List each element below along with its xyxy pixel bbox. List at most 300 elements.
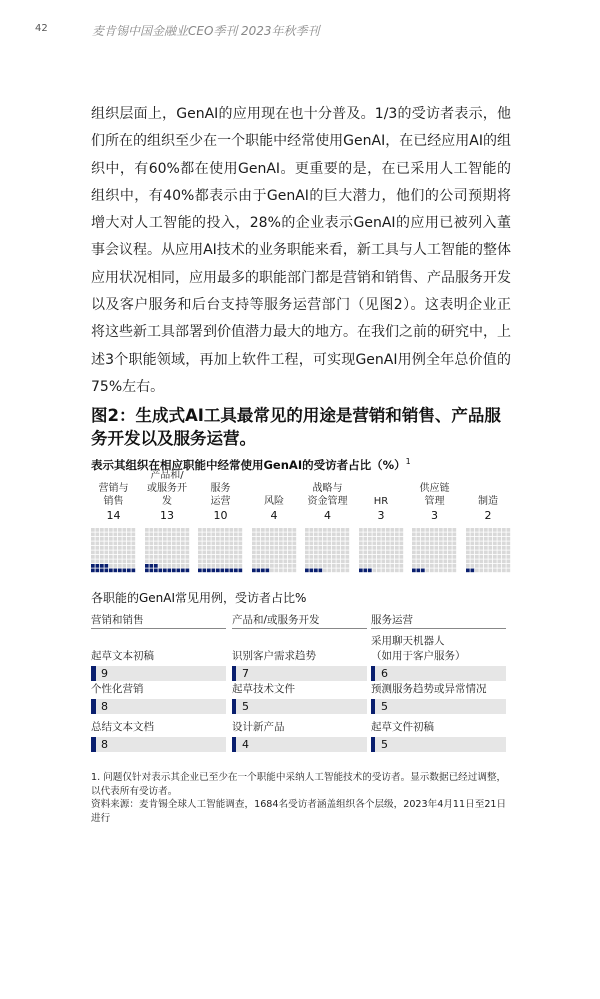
waffle-cell-empty	[274, 542, 278, 546]
waffle-cell-empty	[274, 569, 278, 573]
waffle-cell-empty	[127, 551, 131, 555]
function-category	[412, 478, 457, 522]
waffle-cell-empty	[359, 528, 363, 532]
page-header	[0, 20, 600, 40]
category-label: 战略与 资金管理	[307, 483, 348, 507]
use-case-label: 采用聊天机器人 （如用于客户服务）	[371, 635, 466, 662]
waffle-cell-empty	[328, 560, 332, 564]
waffle-cell-empty	[185, 546, 189, 550]
waffle-cell-empty	[167, 537, 171, 541]
waffle-cell-empty	[372, 537, 376, 541]
category-label: 营销与 销售	[98, 483, 129, 507]
waffle-cell-empty	[363, 564, 367, 568]
waffle-cell-empty	[176, 555, 180, 559]
waffle-cell-filled	[132, 569, 136, 573]
waffle-cell-empty	[212, 551, 216, 555]
waffle-cell-empty	[114, 564, 118, 568]
waffle-cell-empty	[288, 542, 292, 546]
waffle-cell-empty	[386, 551, 390, 555]
waffle-cell-empty	[368, 528, 372, 532]
waffle-cell-empty	[181, 551, 185, 555]
waffle-cell-empty	[221, 551, 225, 555]
waffle-cell-filled	[172, 569, 176, 573]
waffle-cell-empty	[435, 564, 439, 568]
waffle-cell-empty	[399, 546, 403, 550]
waffle-cell-empty	[359, 551, 363, 555]
waffle-cell-empty	[502, 537, 506, 541]
waffle-cell-empty	[207, 564, 211, 568]
waffle-cell-empty	[172, 555, 176, 559]
waffle-cell-empty	[368, 564, 372, 568]
waffle-cell-empty	[145, 560, 149, 564]
waffle-cell-empty	[109, 546, 113, 550]
waffle-cell-empty	[167, 555, 171, 559]
function-category	[252, 478, 297, 522]
waffle-cell-empty	[421, 560, 425, 564]
source-note: 资料来源：麦肯锡全球人工智能调查，1684名受访者涵盖组织各个层级，2023年4月11日至21日进行	[91, 799, 507, 824]
waffle-cell-empty	[399, 560, 403, 564]
waffle-cell-empty	[207, 551, 211, 555]
waffle-cell-empty	[444, 564, 448, 568]
waffle-cell-empty	[310, 564, 314, 568]
waffle-cell-empty	[386, 537, 390, 541]
use-case-bar-fill	[371, 699, 375, 714]
waffle-cell-empty	[417, 537, 421, 541]
waffle-cell-empty	[270, 555, 274, 559]
waffle-cell-empty	[346, 555, 350, 559]
waffle-cell-empty	[412, 533, 416, 537]
waffle-cell-empty	[417, 533, 421, 537]
waffle-cell-empty	[466, 564, 470, 568]
waffle-cell-empty	[109, 542, 113, 546]
waffle-cell-filled	[265, 569, 269, 573]
waffle-cell-empty	[270, 542, 274, 546]
waffle-cell-empty	[234, 528, 238, 532]
waffle-cell-empty	[439, 542, 443, 546]
waffle-cell-empty	[466, 533, 470, 537]
waffle-cell-filled	[368, 569, 372, 573]
waffle-cell-empty	[323, 528, 327, 532]
use-case-group-heading: 营销和销售	[91, 614, 144, 626]
waffle-cell-empty	[279, 555, 283, 559]
waffle-cell-empty	[118, 560, 122, 564]
issue-label: 2023年秋季刊	[241, 24, 320, 38]
use-case-bar-fill	[91, 737, 96, 752]
use-case-bar	[91, 737, 226, 752]
waffle-cell-empty	[421, 533, 425, 537]
waffle-cell-empty	[337, 569, 341, 573]
waffle-cell-filled	[421, 569, 425, 573]
waffle-grid	[252, 528, 297, 573]
page-number: 42	[35, 23, 48, 34]
waffle-cell-empty	[332, 555, 336, 559]
waffle-grid	[145, 528, 190, 573]
waffle-cell-empty	[346, 546, 350, 550]
waffle-cell-empty	[274, 537, 278, 541]
use-case-item	[91, 649, 226, 681]
waffle-cell-empty	[386, 533, 390, 537]
category-label: 产品和/ 或服务开发	[147, 470, 187, 507]
waffle-cell-empty	[377, 551, 381, 555]
waffle-cell-empty	[270, 551, 274, 555]
waffle-cell-empty	[91, 533, 95, 537]
waffle-cell-empty	[239, 528, 243, 532]
waffle-cell-empty	[292, 533, 296, 537]
waffle-cell-empty	[221, 560, 225, 564]
waffle-cell-filled	[470, 569, 474, 573]
waffle-cell-empty	[435, 528, 439, 532]
waffle-cell-empty	[479, 537, 483, 541]
waffle-cell-empty	[363, 542, 367, 546]
waffle-cell-empty	[341, 555, 345, 559]
waffle-cell-filled	[158, 569, 162, 573]
group-divider	[371, 628, 506, 629]
waffle-cell-empty	[96, 533, 100, 537]
waffle-cell-filled	[417, 569, 421, 573]
waffle-cell-empty	[292, 551, 296, 555]
waffle-cell-empty	[176, 560, 180, 564]
waffle-cell-empty	[359, 533, 363, 537]
waffle-cell-empty	[368, 542, 372, 546]
waffle-cell-empty	[328, 564, 332, 568]
waffle-cell-empty	[91, 560, 95, 564]
waffle-cell-empty	[377, 537, 381, 541]
waffle-cell-filled	[114, 569, 118, 573]
waffle-cell-empty	[323, 533, 327, 537]
waffle-cell-empty	[163, 542, 167, 546]
waffle-cell-empty	[181, 546, 185, 550]
waffle-cell-empty	[283, 533, 287, 537]
waffle-cell-empty	[145, 528, 149, 532]
waffle-cell-empty	[96, 542, 100, 546]
waffle-cell-empty	[283, 555, 287, 559]
use-case-bar-fill	[232, 737, 236, 752]
waffle-cell-empty	[216, 528, 220, 532]
waffle-cell-empty	[421, 551, 425, 555]
waffle-svg	[91, 528, 136, 573]
waffle-cell-empty	[283, 528, 287, 532]
waffle-cell-empty	[372, 560, 376, 564]
use-case-value: 8	[101, 700, 108, 713]
waffle-cell-empty	[100, 533, 104, 537]
waffle-cell-empty	[145, 537, 149, 541]
waffle-cell-empty	[279, 542, 283, 546]
waffle-cell-empty	[239, 546, 243, 550]
waffle-cell-empty	[337, 533, 341, 537]
waffle-cell-empty	[127, 542, 131, 546]
waffle-cell-empty	[426, 542, 430, 546]
waffle-cell-empty	[283, 569, 287, 573]
waffle-cell-empty	[261, 533, 265, 537]
waffle-cell-empty	[154, 546, 158, 550]
use-case-value: 4	[242, 738, 249, 751]
waffle-cell-empty	[332, 542, 336, 546]
waffle-cell-empty	[479, 528, 483, 532]
function-category	[466, 478, 511, 522]
waffle-cell-empty	[207, 546, 211, 550]
waffle-cell-empty	[305, 528, 309, 532]
waffle-cell-empty	[207, 528, 211, 532]
waffle-cell-empty	[386, 546, 390, 550]
waffle-cell-empty	[359, 542, 363, 546]
waffle-cell-empty	[105, 542, 109, 546]
waffle-cell-empty	[185, 533, 189, 537]
waffle-cell-empty	[426, 560, 430, 564]
waffle-cell-empty	[359, 546, 363, 550]
waffle-cell-empty	[100, 555, 104, 559]
waffle-cell-empty	[225, 542, 229, 546]
waffle-cell-empty	[305, 546, 309, 550]
waffle-cell-empty	[127, 537, 131, 541]
waffle-cell-empty	[105, 537, 109, 541]
waffle-cell-empty	[323, 564, 327, 568]
waffle-cell-empty	[91, 537, 95, 541]
waffle-cell-empty	[234, 560, 238, 564]
waffle-cell-empty	[323, 569, 327, 573]
waffle-cell-empty	[430, 569, 434, 573]
waffle-cell-empty	[337, 546, 341, 550]
waffle-cell-empty	[279, 533, 283, 537]
waffle-cell-empty	[363, 537, 367, 541]
waffle-cell-empty	[167, 551, 171, 555]
group-divider	[232, 628, 367, 629]
waffle-cell-empty	[123, 528, 127, 532]
waffle-cell-empty	[493, 560, 497, 564]
waffle-cell-empty	[497, 569, 501, 573]
waffle-cell-empty	[377, 546, 381, 550]
waffle-cell-empty	[314, 564, 318, 568]
waffle-cell-filled	[91, 569, 95, 573]
waffle-cell-empty	[372, 528, 376, 532]
waffle-cell-empty	[100, 528, 104, 532]
waffle-cell-empty	[212, 564, 216, 568]
waffle-cell-empty	[279, 537, 283, 541]
waffle-cell-empty	[123, 551, 127, 555]
waffle-cell-empty	[493, 551, 497, 555]
waffle-cell-filled	[185, 569, 189, 573]
waffle-cell-empty	[448, 533, 452, 537]
waffle-cell-empty	[239, 564, 243, 568]
waffle-cell-filled	[234, 569, 238, 573]
waffle-cell-empty	[203, 533, 207, 537]
waffle-cell-empty	[412, 528, 416, 532]
waffle-cell-empty	[395, 551, 399, 555]
waffle-cell-filled	[363, 569, 367, 573]
waffle-cell-empty	[288, 564, 292, 568]
waffle-cell-empty	[341, 528, 345, 532]
waffle-cell-empty	[417, 555, 421, 559]
waffle-cell-empty	[212, 560, 216, 564]
category-value: 4	[324, 509, 331, 522]
waffle-cell-empty	[328, 533, 332, 537]
waffle-cell-empty	[149, 537, 153, 541]
waffle-cell-empty	[167, 533, 171, 537]
waffle-cell-empty	[386, 564, 390, 568]
waffle-cell-empty	[279, 564, 283, 568]
waffle-cell-empty	[212, 533, 216, 537]
waffle-cell-empty	[346, 542, 350, 546]
waffle-cell-empty	[96, 528, 100, 532]
waffle-cell-empty	[372, 564, 376, 568]
waffle-cell-empty	[163, 555, 167, 559]
waffle-cell-empty	[328, 555, 332, 559]
waffle-cell-empty	[488, 528, 492, 532]
waffle-cell-empty	[292, 555, 296, 559]
waffle-cell-empty	[100, 546, 104, 550]
waffle-cell-empty	[185, 564, 189, 568]
waffle-cell-empty	[497, 542, 501, 546]
waffle-cell-empty	[105, 555, 109, 559]
waffle-cell-empty	[114, 560, 118, 564]
waffle-cell-empty	[283, 537, 287, 541]
waffle-cell-empty	[323, 555, 327, 559]
function-category	[91, 478, 136, 522]
waffle-cell-empty	[386, 560, 390, 564]
waffle-cell-empty	[118, 555, 122, 559]
waffle-cell-empty	[377, 555, 381, 559]
use-case-bar	[91, 699, 226, 714]
waffle-cell-empty	[430, 551, 434, 555]
waffle-cell-empty	[114, 533, 118, 537]
waffle-cell-empty	[493, 555, 497, 559]
figure-title: 图2：生成式AI工具最常见的用途是营销和销售、产品服务开发以及服务运营。	[91, 406, 501, 448]
waffle-cell-empty	[323, 537, 327, 541]
waffle-cell-empty	[332, 528, 336, 532]
waffle-cell-empty	[292, 569, 296, 573]
waffle-cell-empty	[479, 555, 483, 559]
waffle-cell-empty	[341, 564, 345, 568]
waffle-cell-empty	[239, 533, 243, 537]
waffle-cell-empty	[417, 564, 421, 568]
waffle-cell-empty	[448, 551, 452, 555]
waffle-cell-empty	[265, 555, 269, 559]
waffle-cell-empty	[444, 528, 448, 532]
use-case-bar-fill	[232, 666, 236, 681]
waffle-cell-empty	[185, 537, 189, 541]
waffle-cell-empty	[181, 555, 185, 559]
waffle-cell-empty	[493, 542, 497, 546]
waffle-cell-empty	[225, 551, 229, 555]
waffle-cell-empty	[430, 555, 434, 559]
waffle-cell-empty	[221, 555, 225, 559]
waffle-cell-empty	[484, 569, 488, 573]
waffle-cell-empty	[466, 537, 470, 541]
waffle-cell-empty	[274, 533, 278, 537]
waffle-cell-empty	[475, 537, 479, 541]
waffle-cell-empty	[399, 555, 403, 559]
use-case-bar	[371, 737, 506, 752]
waffle-cell-empty	[332, 564, 336, 568]
waffle-cell-empty	[181, 560, 185, 564]
waffle-cell-empty	[216, 546, 220, 550]
function-category	[305, 478, 350, 522]
waffle-cell-empty	[118, 546, 122, 550]
waffle-cell-empty	[386, 555, 390, 559]
waffle-cell-empty	[310, 528, 314, 532]
waffle-cell-empty	[377, 569, 381, 573]
waffle-cell-empty	[448, 537, 452, 541]
waffle-cell-empty	[176, 528, 180, 532]
waffle-cell-empty	[319, 551, 323, 555]
waffle-cell-empty	[368, 533, 372, 537]
waffle-cell-empty	[132, 528, 136, 532]
waffle-cell-filled	[91, 564, 95, 568]
waffle-cell-empty	[132, 542, 136, 546]
waffle-cell-empty	[381, 546, 385, 550]
waffle-cell-empty	[256, 546, 260, 550]
figure-subtitle-text: 表示其组织在相应职能中经常使用GenAI的受访者占比（%）	[91, 458, 406, 472]
use-case-label: 预测服务趋势或异常情况	[371, 683, 487, 695]
waffle-cell-empty	[91, 551, 95, 555]
waffle-cell-empty	[252, 528, 256, 532]
waffle-svg	[305, 528, 350, 573]
use-case-value: 8	[101, 738, 108, 751]
waffle-cell-empty	[270, 533, 274, 537]
use-case-label: 总结文本文档	[91, 721, 154, 733]
waffle-cell-empty	[337, 555, 341, 559]
waffle-cell-empty	[114, 528, 118, 532]
waffle-cell-empty	[230, 555, 234, 559]
waffle-cell-empty	[109, 528, 113, 532]
waffle-cell-empty	[506, 569, 510, 573]
waffle-cell-empty	[123, 533, 127, 537]
waffle-cell-empty	[395, 560, 399, 564]
waffle-cell-empty	[332, 546, 336, 550]
waffle-cell-empty	[417, 542, 421, 546]
waffle-cell-empty	[363, 560, 367, 564]
waffle-cell-empty	[337, 528, 341, 532]
waffle-cell-empty	[390, 564, 394, 568]
waffle-cell-empty	[488, 551, 492, 555]
waffle-cell-empty	[337, 542, 341, 546]
waffle-cell-empty	[123, 555, 127, 559]
waffle-cell-empty	[502, 560, 506, 564]
waffle-svg	[198, 528, 243, 573]
waffle-cell-empty	[96, 560, 100, 564]
waffle-cell-empty	[163, 537, 167, 541]
waffle-cell-empty	[368, 546, 372, 550]
waffle-cell-empty	[185, 551, 189, 555]
waffle-cell-filled	[412, 569, 416, 573]
waffle-cell-empty	[470, 546, 474, 550]
waffle-cell-empty	[493, 537, 497, 541]
waffle-cell-empty	[479, 546, 483, 550]
waffle-cell-empty	[430, 546, 434, 550]
waffle-cell-empty	[109, 533, 113, 537]
waffle-cell-empty	[105, 528, 109, 532]
waffle-cell-empty	[332, 569, 336, 573]
waffle-cell-empty	[256, 564, 260, 568]
waffle-cell-empty	[475, 542, 479, 546]
use-case-bar-fill	[91, 699, 96, 714]
waffle-cell-filled	[96, 569, 100, 573]
waffle-cell-empty	[444, 537, 448, 541]
waffle-cell-empty	[270, 528, 274, 532]
waffle-cell-empty	[412, 546, 416, 550]
waffle-cell-empty	[100, 542, 104, 546]
category-value: 10	[213, 509, 228, 522]
waffle-cell-empty	[502, 569, 506, 573]
use-case-group-heading: 产品和/或服务开发	[232, 614, 320, 626]
waffle-cell-empty	[497, 528, 501, 532]
waffle-cell-empty	[305, 560, 309, 564]
waffle-cell-filled	[230, 569, 234, 573]
waffle-cell-empty	[488, 542, 492, 546]
waffle-cell-empty	[118, 542, 122, 546]
waffle-cell-empty	[453, 546, 457, 550]
waffle-cell-empty	[310, 533, 314, 537]
waffle-cell-empty	[256, 555, 260, 559]
